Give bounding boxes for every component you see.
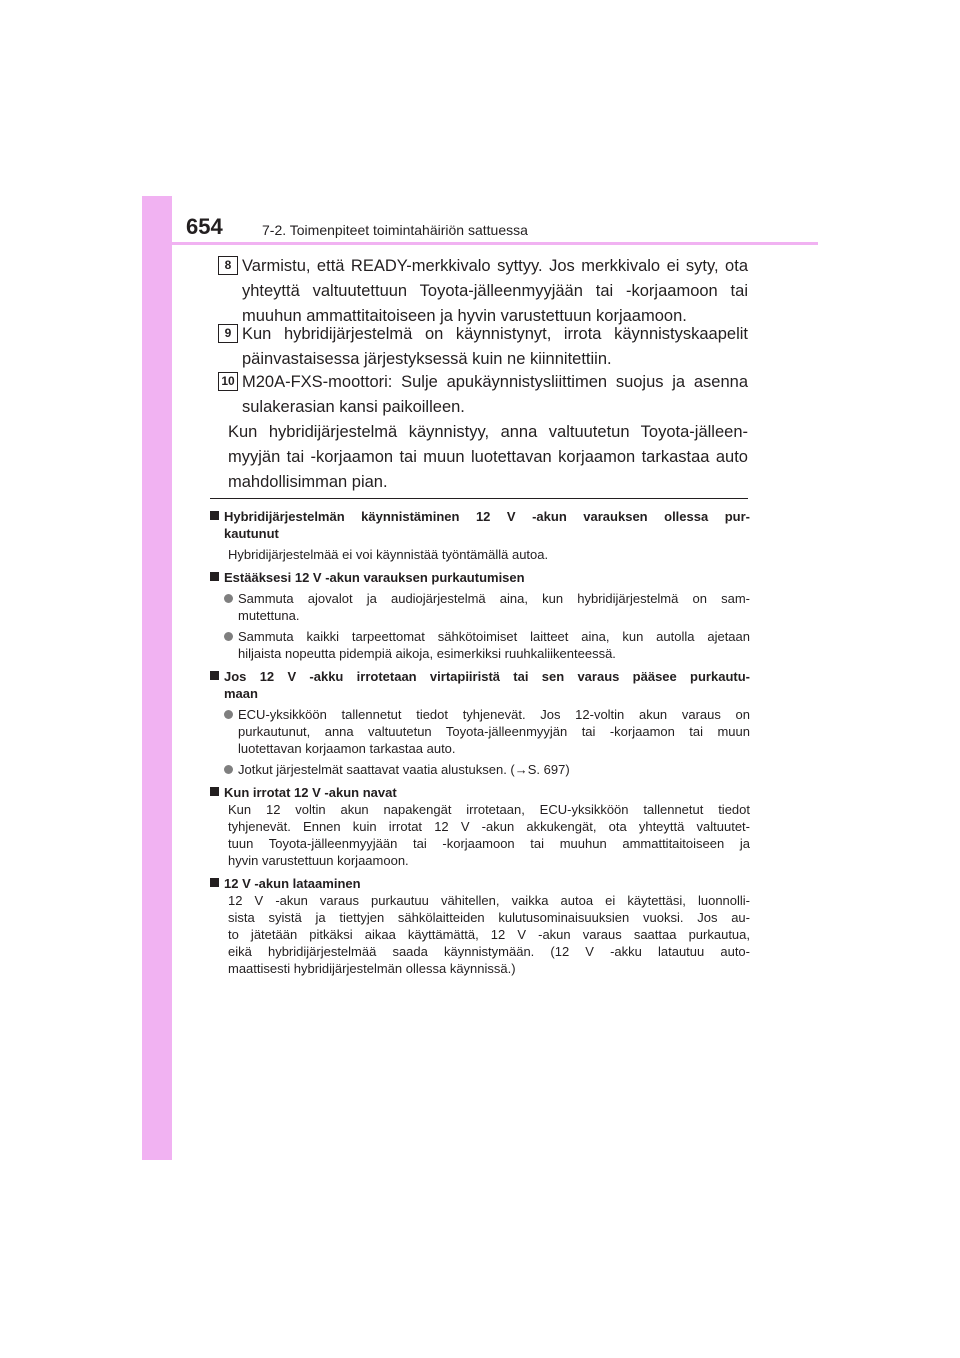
square-bullet-icon bbox=[210, 572, 219, 581]
note-item bbox=[210, 875, 750, 977]
text-line: yhteyttä valtuutettuun Toyota-jälleenmyyjään tai -korjaamoon tai bbox=[242, 282, 748, 300]
text-line: Hybridijärjestelmää ei voi käynnistää työntämällä autoa. bbox=[228, 547, 549, 562]
note-heading bbox=[210, 875, 750, 892]
text-line: tuun Toyota-jälleenmyyjään tai -korjaamoon tai muuhun ammattitaitoiseen ja bbox=[228, 836, 750, 851]
text-line: sulakerasian kansi paikoilleen. bbox=[242, 398, 465, 416]
text-line: mutettuna. bbox=[238, 608, 300, 623]
text-line: myyjän tai -korjaamon tai muun luotettavan korjaamon tarkastaa auto bbox=[228, 448, 748, 466]
note-body bbox=[210, 892, 750, 977]
notes-section bbox=[210, 508, 750, 977]
text-line: hyvin varustettuun korjaamoon. bbox=[228, 853, 409, 868]
text-line: maan bbox=[224, 686, 258, 701]
text-line: Kun irrotat 12 V -akun navat bbox=[224, 785, 397, 800]
note-body bbox=[210, 546, 750, 563]
round-bullet-icon bbox=[224, 632, 233, 641]
bullet-item bbox=[210, 706, 750, 757]
note-heading bbox=[210, 508, 750, 542]
chapter-sidebar-tab bbox=[142, 196, 172, 1160]
text-line: 12 V -akun lataaminen bbox=[224, 876, 361, 891]
bullet-item bbox=[210, 590, 750, 624]
text-line: maattisesti hybridijärjestelmän ollessa käynnissä.) bbox=[228, 961, 516, 976]
square-bullet-icon bbox=[210, 787, 219, 796]
text-line: M20A-FXS-moottori: Sulje apukäynnistysliittimen suojus ja asenna bbox=[242, 373, 748, 391]
step-text bbox=[242, 370, 748, 420]
text-line: tyhjenevät. Ennen kuin irrotat 12 V -akun akkukengät, ota yhteyttä valtuutet- bbox=[228, 819, 750, 834]
text-line: Kun hybridijärjestelmä käynnistyy, anna valtuutetun Toyota-jälleen- bbox=[228, 423, 748, 441]
text-line: to jätetään pitkäksi aikaa käyttämättä, 12 V -akun varaus saattaa purkautua, bbox=[228, 927, 750, 942]
step-number-badge: 10 bbox=[218, 372, 238, 391]
step-8 bbox=[218, 254, 748, 329]
square-bullet-icon bbox=[210, 878, 219, 887]
step-text bbox=[242, 254, 748, 329]
text-line: eikä hybridijärjestelmää saada käynnistymään. (12 V -akku latautuu auto- bbox=[228, 944, 750, 959]
note-body bbox=[210, 801, 750, 869]
round-bullet-icon bbox=[224, 594, 233, 603]
note-item bbox=[210, 569, 750, 662]
note-item bbox=[210, 784, 750, 869]
text-line: Kun 12 voltin akun napakengät irrotetaan, ECU-yksikköön tallennetut tiedot bbox=[228, 802, 750, 817]
bullet-item bbox=[210, 628, 750, 662]
text-line: kautunut bbox=[224, 526, 279, 541]
text-line: Hybridijärjestelmän käynnistäminen 12 V -akun varauksen ollessa pur- bbox=[224, 509, 750, 524]
text-line: päinvastaisessa järjestyksessä kuin ne kiinnitettiin. bbox=[242, 350, 612, 368]
square-bullet-icon bbox=[210, 671, 219, 680]
note-heading bbox=[210, 784, 750, 801]
text-line: hiljaista nopeutta pidempiä aikoja, esimerkiksi ruuhkaliikenteessä. bbox=[238, 646, 616, 661]
text-line: Sammuta kaikki tarpeettomat sähkötoimiset laitteet aina, kun autolla ajetaan bbox=[238, 629, 750, 644]
text-line: Sammuta ajovalot ja audiojärjestelmä aina, kun hybridijärjestelmä on sam- bbox=[238, 591, 750, 606]
step-10 bbox=[218, 370, 748, 420]
step-number-badge: 8 bbox=[218, 256, 238, 275]
text-line: Jos 12 V -akku irrotetaan virtapiiristä tai sen varaus pääsee purkautu- bbox=[224, 669, 750, 684]
header-divider bbox=[142, 242, 818, 245]
note-heading bbox=[210, 569, 750, 586]
text-line: Estääksesi 12 V -akun varauksen purkautumisen bbox=[224, 570, 525, 585]
text-line: ECU-yksikköön tallennetut tiedot tyhjenevät. Jos 12-voltin akun varaus on bbox=[238, 707, 750, 722]
bullet-item bbox=[210, 761, 750, 778]
step-number-badge: 9 bbox=[218, 324, 238, 343]
text-line: 12 V -akun varaus purkautuu vähitellen, vaikka autoa ei käytettäsi, luonnolli- bbox=[228, 893, 750, 908]
note-heading bbox=[210, 668, 750, 702]
note-item bbox=[210, 508, 750, 563]
text-line: sista syistä ja tiettyjen sähkölaitteiden kulutusominaisuuksien vuoksi. Jos au- bbox=[228, 910, 750, 925]
square-bullet-icon bbox=[210, 511, 219, 520]
text-line: muuhun ammattitaitoiseen ja hyvin varustettuun korjaamoon. bbox=[242, 307, 687, 325]
text-line: mahdollisimman pian. bbox=[228, 473, 388, 491]
round-bullet-icon bbox=[224, 765, 233, 774]
note-item bbox=[210, 668, 750, 778]
text-line: Varmistu, että READY-merkkivalo syttyy. Jos merkkivalo ei syty, ota bbox=[242, 257, 748, 275]
text-line: purkautunut, anna valtuutetun Toyota-jälleenmyyjän tai -korjaamon tai muun bbox=[238, 724, 750, 739]
closing-paragraph bbox=[228, 420, 748, 495]
text-line: luotettavan korjaamon tarkastaa auto. bbox=[238, 741, 456, 756]
round-bullet-icon bbox=[224, 710, 233, 719]
section-title: 7-2. Toimenpiteet toimintahäiriön sattuessa bbox=[262, 222, 528, 238]
text-line: Kun hybridijärjestelmä on käynnistynyt, irrota käynnistyskaapelit bbox=[242, 325, 748, 343]
text-line: Jotkut järjestelmät saattavat vaatia alustuksen. (→S. 697) bbox=[238, 762, 570, 777]
step-text bbox=[242, 322, 748, 372]
page-number: 654 bbox=[186, 214, 223, 239]
step-9 bbox=[218, 322, 748, 372]
notes-divider bbox=[210, 498, 748, 499]
